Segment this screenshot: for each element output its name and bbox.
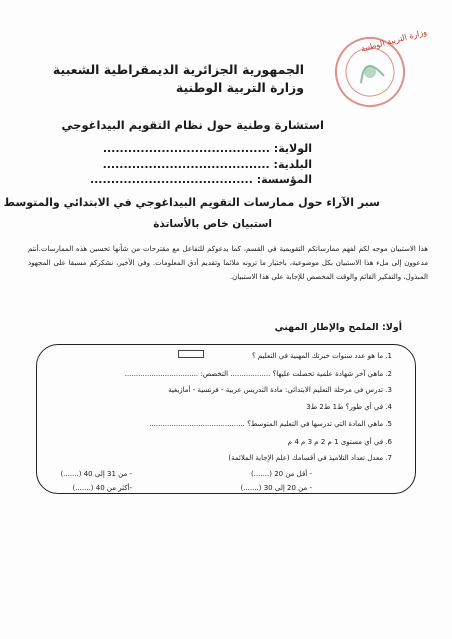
- question-2[interactable]: 2. ماهي آخر شهادة علمية تحصلت عليها؟ .................. التخصص: .................................: [124, 370, 392, 378]
- question-6[interactable]: 6. في أي مستوى 1 م 2 م 3 م 4 م: [287, 438, 392, 446]
- wilaya-field[interactable]: الولاية: ........................................: [102, 142, 312, 155]
- question-3[interactable]: 3. تدرس في مرحلة التعليم الابتدائي: مادة التدريس عربية - فرنسية - أمازيغية: [168, 386, 392, 394]
- ministry-header: وزارة التربية الوطنية: [175, 80, 304, 95]
- document-title: استشارة وطنية حول نظام التقويم البيداغوجي: [61, 118, 324, 132]
- option-less-than-20[interactable]: - أقل من 20 (.......): [250, 470, 312, 478]
- institution-field[interactable]: المؤسسة: .......................................: [89, 173, 312, 186]
- question-1: 1. ما هو عدد سنوات خبرتك المهنية في التعليم ؟: [251, 352, 392, 360]
- baladia-field[interactable]: البلدية: ........................................: [102, 158, 312, 171]
- option-more-than-40[interactable]: -أكثر من 40 (.......): [72, 484, 132, 492]
- stamp-label: وزارة التربية الوطنية: [359, 27, 428, 54]
- republic-header: الجمهورية الجزائرية الديمقراطية الشعبية: [52, 62, 304, 77]
- audience-label: استبيان خاص بالأساتذة: [153, 218, 272, 230]
- option-20-to-30[interactable]: - من 20 إلى 30 (.......): [240, 484, 312, 492]
- question-5[interactable]: 5. ماهي المادة التي تدرسها في التعليم المتوسط؟ ...........................................: [149, 420, 392, 428]
- question-7: 7. معدل تعداد التلاميذ في أقسامك (علم الإجابة الملائمة): [228, 454, 392, 462]
- question-4[interactable]: 4. في أي طور؟ ط1 ط2 ط3: [306, 403, 392, 411]
- intro-paragraph: هذا الاستبيان موجه لكم لفهم ممارساتكم التقويمية في القسم، كما يدعوكم للتفاعل مع مقترحات من شأنها تحسين هذه الممارسات.أنتم مدعوون إلى ملء هذا الاستبيان بكل موضوعية، باختيار ما ترونه ملائما وتقديم أدق المعلومات. وفي الأخير، نشكركم مسبقا على المجهود المبذول، والتفكير القائم والوقت المخصص للإجابة على هذا الاستبيان.: [28, 245, 428, 281]
- experience-answer-box[interactable]: [178, 350, 204, 358]
- survey-subtitle: سبر الآراء حول ممارسات التقويم البيداغوجي في الابتدائي والمتوسط: [3, 196, 380, 209]
- option-31-to-40[interactable]: - من 31 إلى 40 (.......): [60, 470, 132, 478]
- section-title: أولا: الملمح والإطار المهني: [274, 322, 402, 333]
